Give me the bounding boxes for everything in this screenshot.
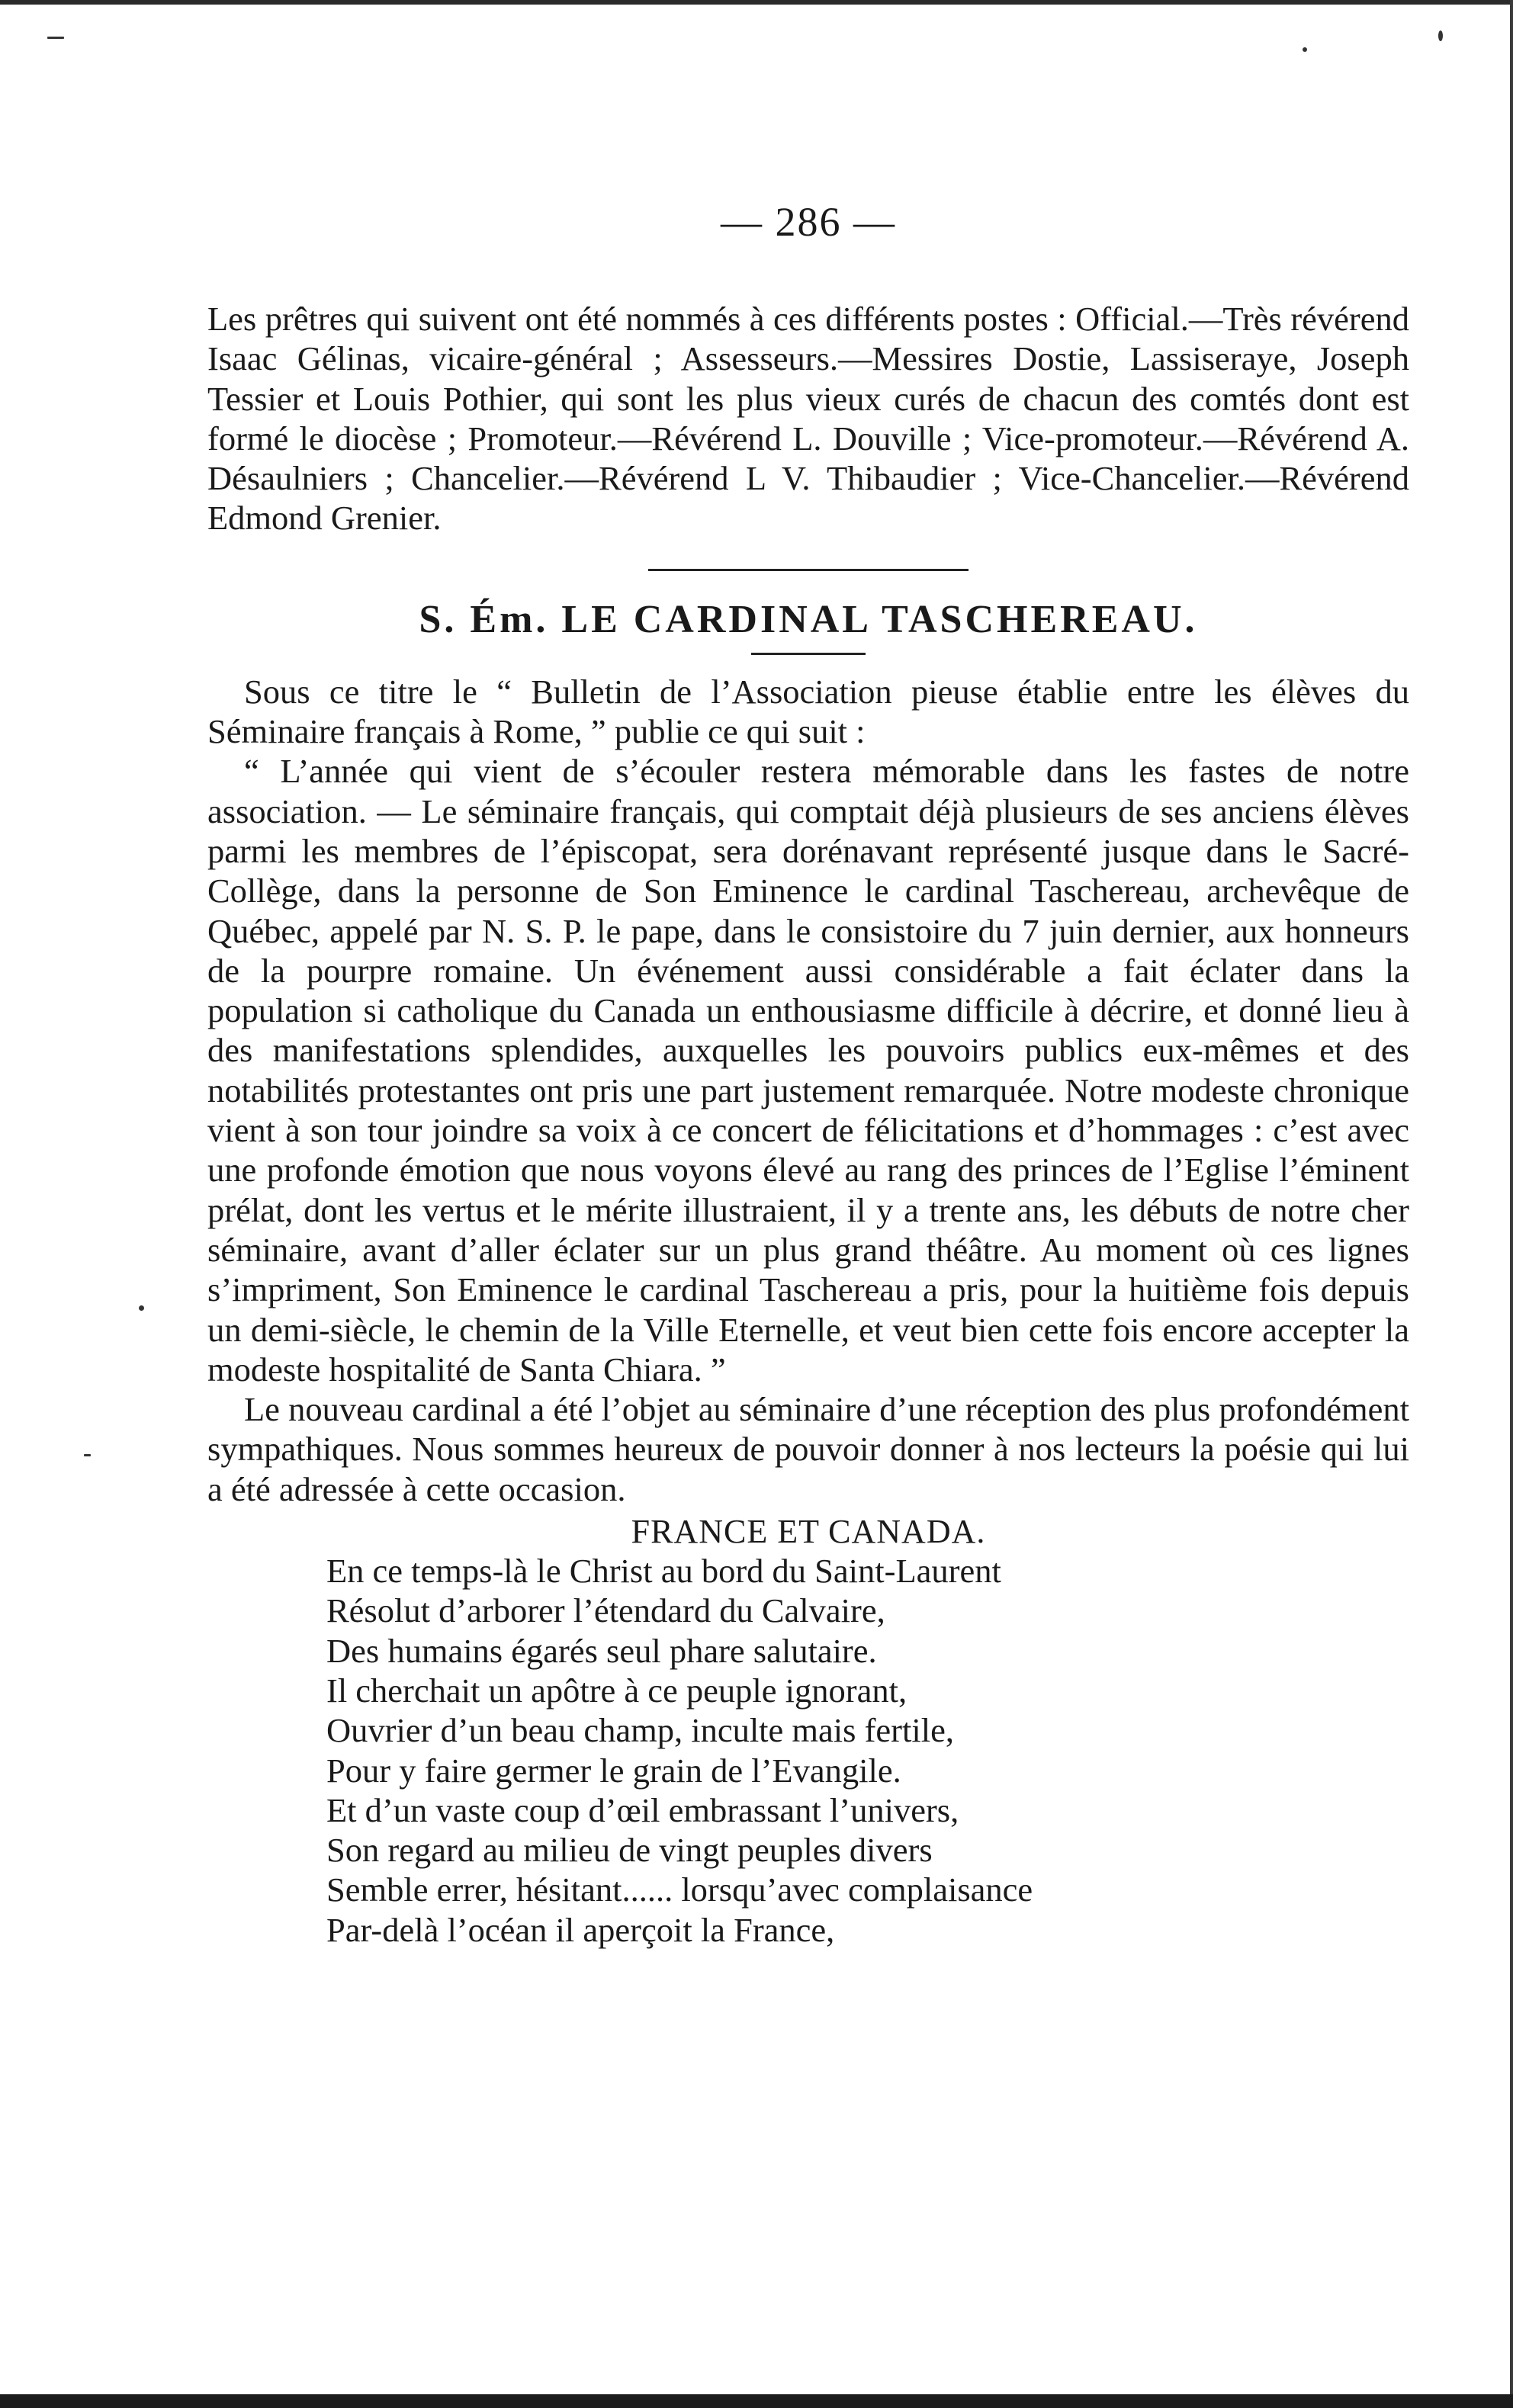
- poem-line: Des humains égarés seul phare salutaire.: [326, 1631, 877, 1670]
- poem-line: Son regard au milieu de vingt peuples divers: [326, 1831, 933, 1870]
- page-number: — 286 —: [721, 199, 896, 245]
- poem-title: FRANCE ET CANADA.: [631, 1513, 986, 1551]
- poem-line: Semble errer, hésitant...... lorsqu’avec complaisance: [326, 1870, 1033, 1909]
- reception-paragraph: Le nouveau cardinal a été l’objet au séminaire d’une réception des plus profondément sympathiques. Nous sommes heureux de pouvoir donner à nos lecteurs la poésie qui lui a été adressée à cette occasion.: [207, 1390, 1409, 1508]
- poem-line: Résolut d’arborer l’étendard du Calvaire,: [326, 1591, 885, 1630]
- scan-speck: [84, 1454, 91, 1456]
- section-divider: [648, 569, 969, 571]
- poem-line: En ce temps-là le Christ au bord du Saint-Laurent: [326, 1552, 1001, 1591]
- article-heading: S. Ém. LE CARDINAL TASCHEREAU.: [419, 597, 1198, 641]
- poem-line: Ouvrier d’un beau champ, inculte mais fertile,: [326, 1711, 954, 1750]
- poem-line: Par-delà l’océan il aperçoit la France,: [326, 1910, 835, 1949]
- poem-line: Pour y faire germer le grain de l’Evangile.: [326, 1751, 901, 1790]
- poem: [326, 1551, 1409, 1950]
- article-intro-paragraph: Sous ce titre le “ Bulletin de l’Association pieuse établie entre les élèves du Séminaire français à Rome, ” publie ce qui suit :: [207, 672, 1409, 751]
- poem-line: Il cherchait un apôtre à ce peuple ignorant,: [326, 1671, 907, 1710]
- scan-speck: [47, 37, 64, 39]
- scan-speck: [139, 1305, 144, 1311]
- bulletin-quote-paragraph: “ L’année qui vient de s’écouler restera mémorable dans les fastes de notre association. — Le séminaire français, qui comptait déjà plusieurs de ses anciens élèves parmi les membres de l’épiscopat, sera dorénavant représenté jusque dans le Sacré-Collège, dans la personne de Son Eminence le cardinal Taschereau, archevêque de Québec, appelé par N. S. P. le pape, dans le consistoire du 7 juin dernier, aux honneurs de la pourpre romaine. Un événement aussi considérable a fait éclater dans la population si catholique du Canada un enthousiasme difficile à décrire, et donné lieu à des manifestations splendides, auxquelles les pouvoirs publics eux-mêmes et des notabilités protestantes ont pris une part justement remarquée. Notre modeste chronique vient à son tour joindre sa voix à ce concert de félicitations et d’hommages : c’est avec une profonde émotion que nous voyons élevé au rang des princes de l’Eglise l’éminent prélat, dont les vertus et le mérite illustraient, il y a trente ans, les débuts de notre cher séminaire, avant d’aller éclater sur un plus grand théâtre. Au moment où ces lignes s’impriment, Son Eminence le cardinal Taschereau a pris, pour la huitième fois depuis un demi-siècle, le chemin de la Ville Eternelle, et veut bien cette fois encore accepter la modeste hospitalité de Santa Chiara. ”: [207, 752, 1409, 1389]
- scan-speck: [1303, 47, 1307, 52]
- bottom-border: [0, 2394, 1513, 2408]
- clergy-appointments-paragraph: Les prêtres qui suivent ont été nommés à ces différents postes : Official.—Très révérend Isaac Gélinas, vicaire-général ; Assesseurs.—Messires Dostie, Lassiseraye, Joseph Tessier et Louis Pothier, qui sont les plus vieux curés de chacun des comtés dont est formé le diocèse ; Promoteur.—Révérend L. Douville ; Vice-promoteur.—Révérend A. Désaulniers ; Chancelier.—Révérend L V. Thibaudier ; Vice-Chancelier.—Révérend Edmond Grenier.: [207, 300, 1409, 538]
- page-content: [207, 198, 1409, 1950]
- scan-speck: [1438, 31, 1443, 41]
- heading-underline: [751, 653, 866, 655]
- poem-line: Et d’un vaste coup d’œil embrassant l’univers,: [326, 1790, 959, 1829]
- right-border: [1510, 0, 1513, 2408]
- top-border: [0, 0, 1513, 5]
